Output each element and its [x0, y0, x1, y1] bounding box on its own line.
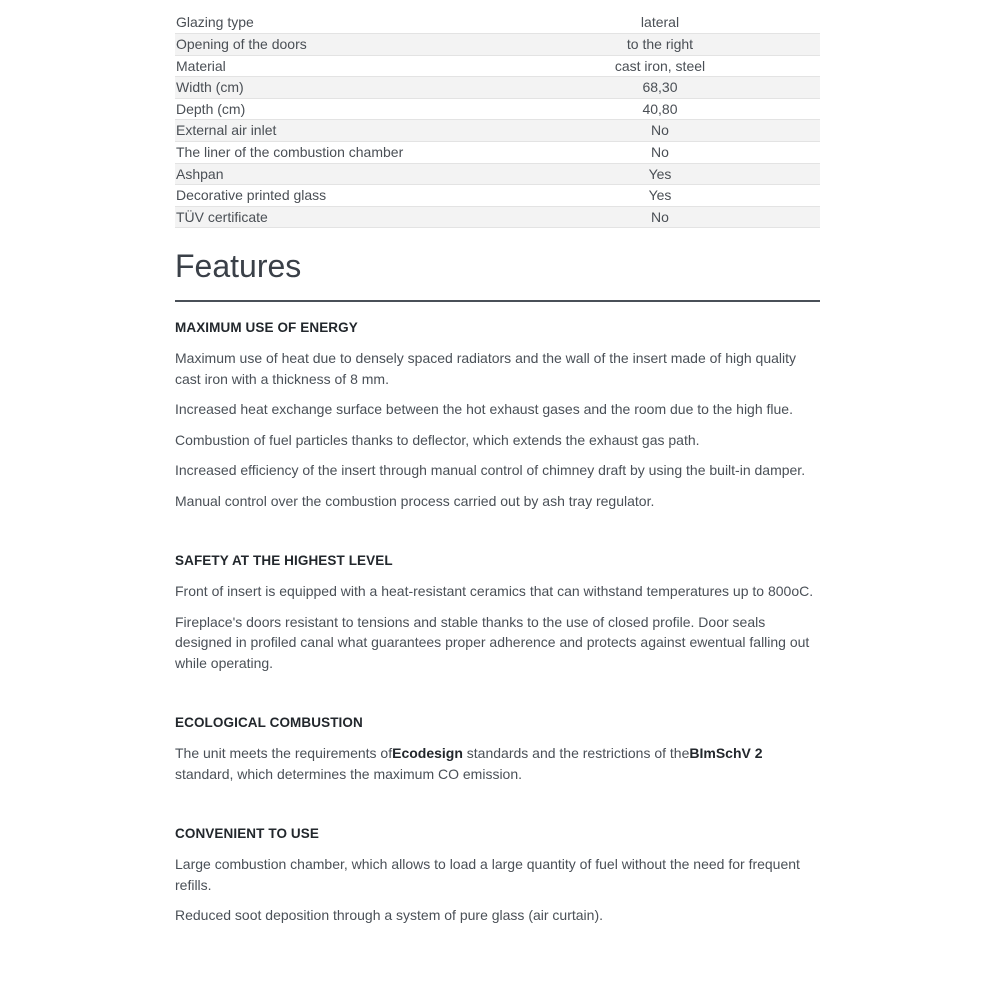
feature-section-convenience [175, 824, 820, 926]
feature-section-safety [175, 551, 820, 673]
table-row [175, 98, 820, 120]
feature-paragraph: Increased heat exchange surface between the hot exhaust gases and the room due to the high flue. [175, 401, 793, 418]
section-heading: CONVENIENT TO USE [175, 826, 319, 842]
spec-label: Ashpan [175, 163, 500, 185]
eco-bold-bimschv: BImSchV 2 [689, 745, 763, 762]
spec-label: Decorative printed glass [175, 185, 500, 207]
feature-paragraph: Combustion of fuel particles thanks to deflector, which extends the exhaust gas path. [175, 431, 700, 448]
eco-bold-ecodesign: Ecodesign [392, 745, 463, 762]
table-row [175, 120, 820, 142]
spec-value: No [500, 206, 820, 228]
table-row [175, 206, 820, 228]
table-row [175, 185, 820, 207]
spec-label: Glazing type [175, 12, 500, 34]
feature-paragraph: Maximum use of heat due to densely spaced radiators and the wall of the insert made of high quality cast iron with a thickness of 8 mm. [175, 350, 797, 387]
table-row [175, 142, 820, 164]
spec-label: Opening of the doors [175, 34, 500, 56]
feature-paragraph: Front of insert is equipped with a heat-resistant ceramics that can withstand temperatures up to 800oC. [175, 583, 814, 600]
table-row [175, 55, 820, 77]
table-row [175, 77, 820, 99]
spec-value: No [500, 142, 820, 164]
eco-text: standard, which determines the maximum CO emission. [175, 765, 523, 782]
product-details [175, 12, 820, 926]
spec-table [175, 12, 820, 228]
feature-paragraph: Increased efficiency of the insert through manual control of chimney draft by using the built-in damper. [175, 462, 806, 479]
spec-value: Yes [500, 185, 820, 207]
section-heading: ECOLOGICAL COMBUSTION [175, 715, 363, 731]
features-heading: Features [175, 244, 820, 302]
table-row [175, 34, 820, 56]
feature-paragraph [175, 743, 820, 784]
eco-text: The unit meets the requirements of [175, 745, 393, 762]
eco-text: standards and the restrictions of the [462, 745, 690, 762]
spec-label: External air inlet [175, 120, 500, 142]
spec-value: 40,80 [500, 98, 820, 120]
feature-paragraph: Large combustion chamber, which allows to load a large quantity of fuel without the need for frequent refills. [175, 856, 800, 893]
table-row [175, 163, 820, 185]
spec-label: Width (cm) [175, 77, 500, 99]
spec-value: to the right [500, 34, 820, 56]
feature-paragraph: Fireplace's doors resistant to tensions and stable thanks to the use of closed profile. Door seals designed in profiled canal what guarantees proper adherence and protects against ewentual falling out while operating. [175, 613, 810, 671]
table-row [175, 12, 820, 34]
section-heading: SAFETY AT THE HIGHEST LEVEL [175, 553, 393, 569]
feature-section-ecology [175, 713, 820, 784]
section-heading: MAXIMUM USE OF ENERGY [175, 320, 358, 336]
spec-value: 68,30 [500, 77, 820, 99]
spec-value: Yes [500, 163, 820, 185]
spec-value: lateral [500, 12, 820, 34]
feature-paragraph: Reduced soot deposition through a system of pure glass (air curtain). [175, 907, 604, 924]
feature-paragraph: Manual control over the combustion process carried out by ash tray regulator. [175, 492, 655, 509]
spec-label: The liner of the combustion chamber [175, 142, 500, 164]
spec-label: Depth (cm) [175, 98, 500, 120]
spec-value: cast iron, steel [500, 55, 820, 77]
feature-section-energy [175, 318, 820, 511]
spec-label: Material [175, 55, 500, 77]
spec-label: TÜV certificate [175, 206, 500, 228]
spec-value: No [500, 120, 820, 142]
